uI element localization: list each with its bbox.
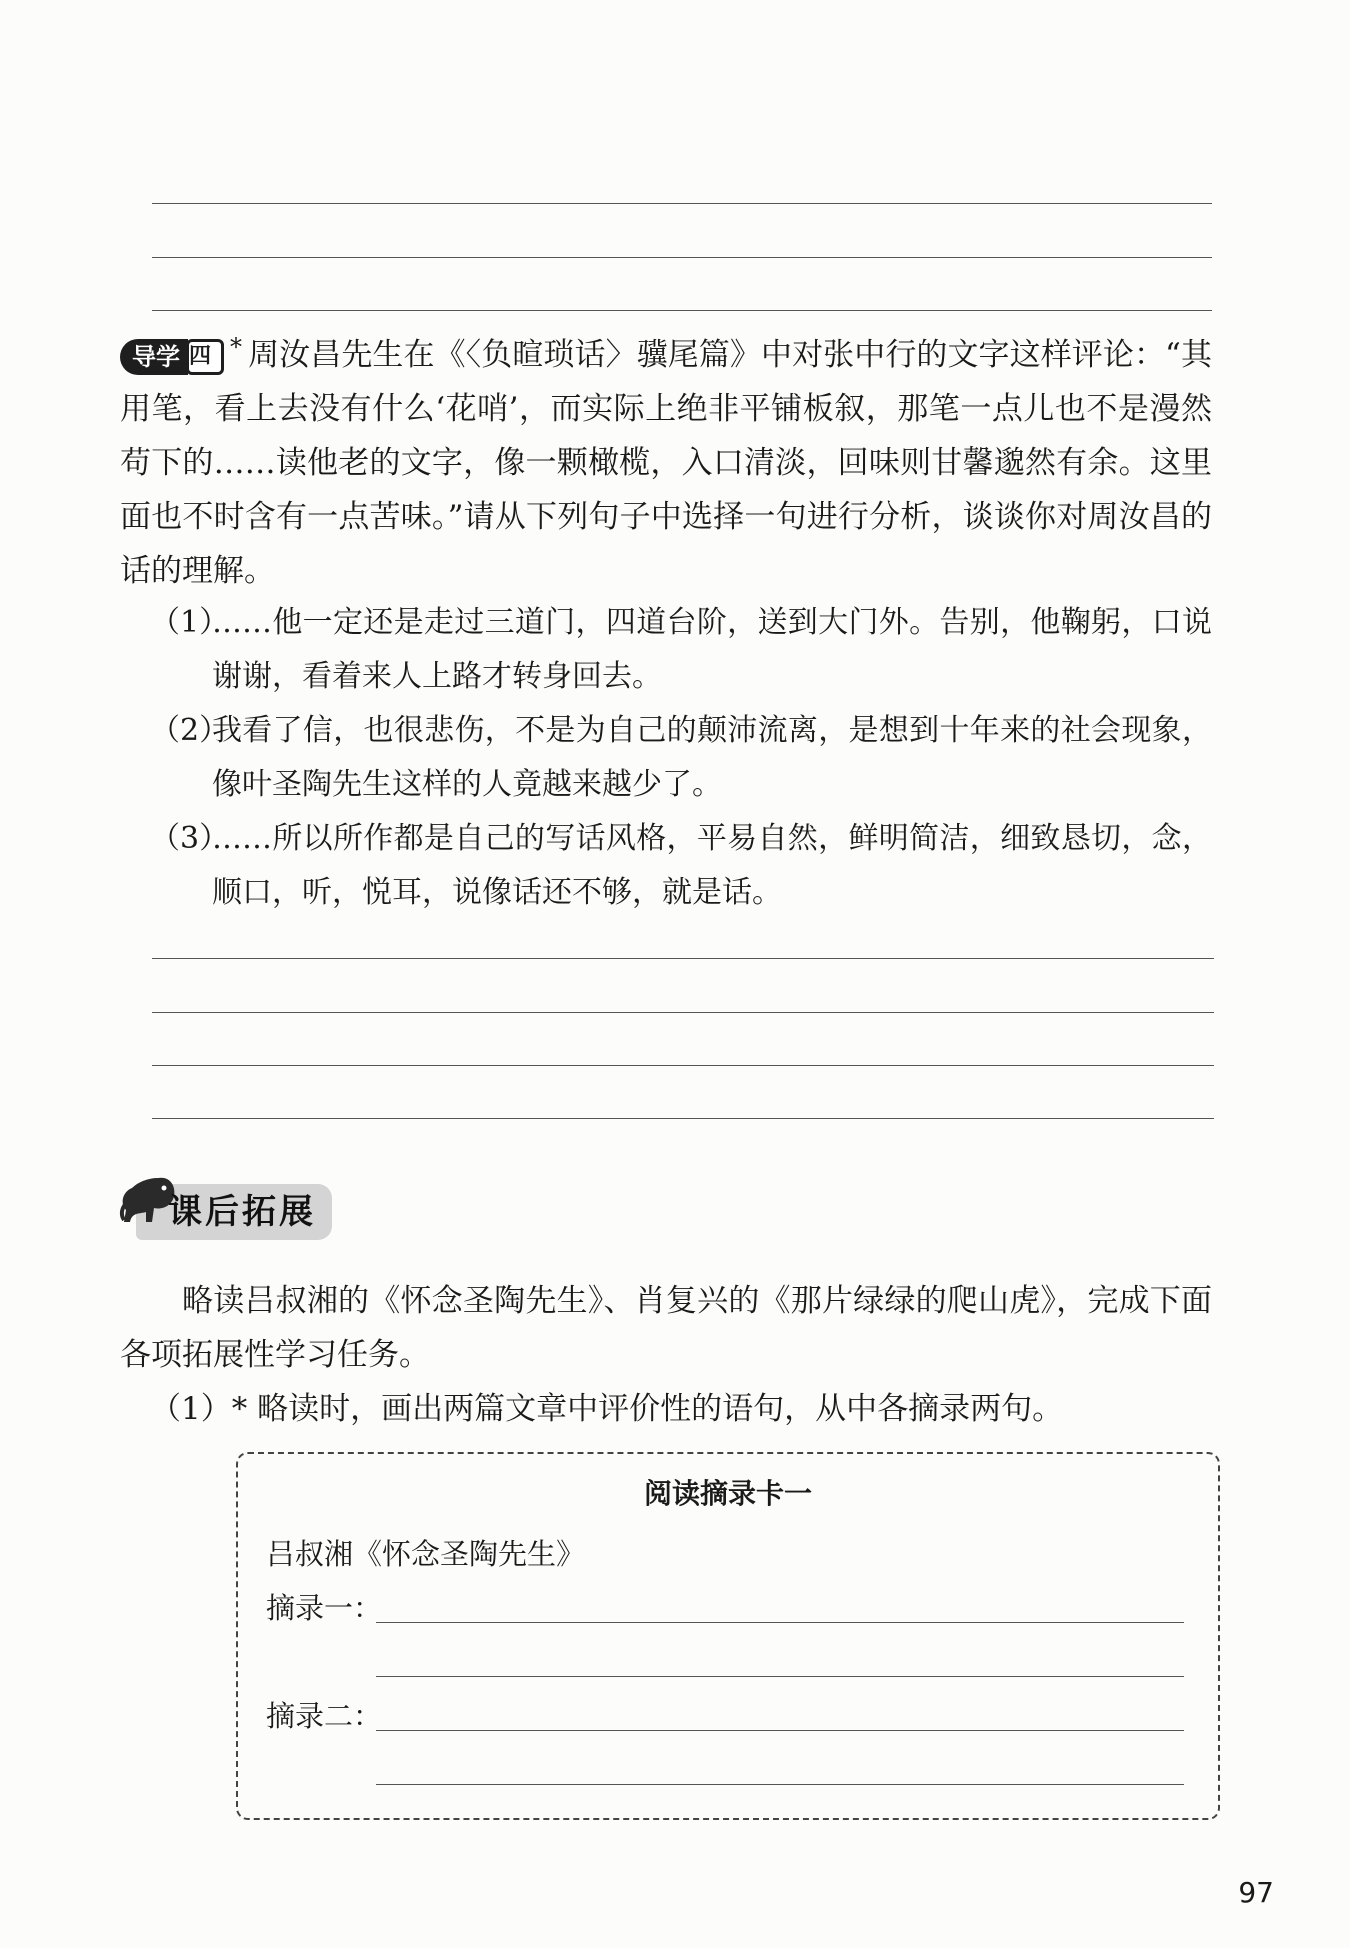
guide-badge-number: 四	[186, 339, 224, 375]
list-item	[150, 596, 1212, 704]
excerpt1-line[interactable]	[376, 1622, 1184, 1623]
item-text: 我看了信，也很悲伤，不是为自己的颠沛流离，是想到十年来的社会现象，像叶圣陶先生这样的人竟越来越少了。	[212, 713, 1212, 802]
section-title: 课后拓展	[168, 1192, 316, 1232]
answer-line[interactable]	[152, 203, 1212, 204]
guide-paragraph	[120, 328, 1212, 598]
excerpt2-line[interactable]	[376, 1784, 1184, 1785]
guide-badge-label: 导学	[120, 339, 188, 375]
item-text: ……他一定还是走过三道门，四道台阶，送到大门外。告别，他鞠躬，口说谢谢，看着来人上路才转身回去。	[212, 605, 1212, 694]
excerpt2-label: 摘录二：	[266, 1699, 383, 1733]
item-number: （3）	[150, 821, 230, 856]
card-title: 阅读摘录卡一	[643, 1477, 812, 1510]
guide-badge	[120, 339, 224, 375]
excerpt1-line[interactable]	[376, 1676, 1184, 1677]
item-text: ……所以所作都是自己的写话风格，平易自然，鲜明简洁，细致恳切，念，顺口，听，悦耳，说像话还不够，就是话。	[212, 821, 1212, 910]
star-marker: *	[230, 333, 242, 361]
card-source: 吕叔湘《怀念圣陶先生》	[266, 1537, 586, 1571]
reading-excerpt-card	[236, 1452, 1220, 1820]
answer-line[interactable]	[152, 1118, 1214, 1119]
item-number: （1）	[150, 605, 230, 640]
answer-line[interactable]	[152, 958, 1214, 959]
guide-paragraph-text: 周汝昌先生在《〈负暄琐话〉骥尾篇》中对张中行的文字这样评论：“其用笔，看上去没有什么‘花哨’，而实际上绝非平铺板叙，那笔一点儿也不是漫然苟下的……读他老的文字，像一颗橄榄，入口清淡，回味则甘馨邈然有余。这里面也不时含有一点苦味。”请从下列句子中选择一句进行分析，谈谈你对周汝昌的话的理解。	[120, 337, 1212, 589]
list-item	[150, 704, 1212, 812]
page-number: 97	[1238, 1876, 1274, 1909]
answer-line[interactable]	[152, 257, 1212, 258]
answer-line[interactable]	[152, 310, 1212, 311]
item-number: （2）	[150, 713, 230, 748]
excerpt2-line[interactable]	[376, 1730, 1184, 1731]
answer-line[interactable]	[152, 1012, 1214, 1013]
excerpt1-label: 摘录一：	[266, 1591, 383, 1625]
section-header	[118, 1172, 328, 1244]
list-item	[150, 812, 1212, 920]
answer-line[interactable]	[152, 1065, 1214, 1066]
extension-intro: 略读吕叔湘的《怀念圣陶先生》、肖复兴的《那片绿绿的爬山虎》，完成下面各项拓展性学习任务。	[120, 1283, 1212, 1373]
task-1: （1）* 略读时，画出两篇文章中评价性的语句，从中各摘录两句。	[150, 1391, 1064, 1427]
